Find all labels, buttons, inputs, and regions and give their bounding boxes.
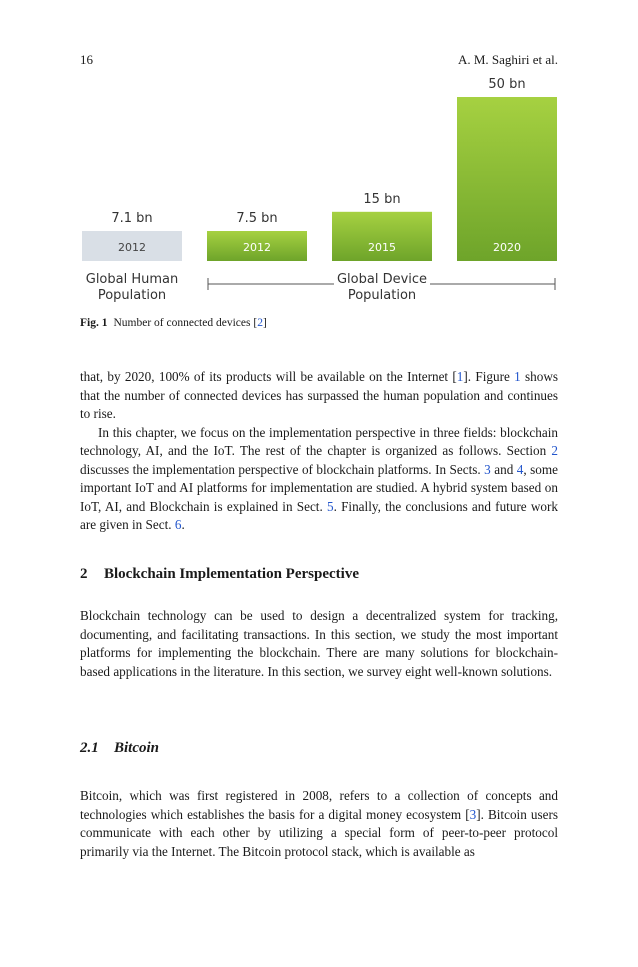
connected-devices-chart [75, 72, 565, 312]
citation-link[interactable]: 3 [469, 806, 477, 822]
text-run: , some important IoT and AI platforms for implementation are studied. A hybrid system based on IoT, AI, and Blockchain is explained in Sect. [80, 461, 558, 514]
intro-text [80, 368, 558, 535]
text-run: Bitcoin, which was first registered in 2008, refers to a collection of concepts and technologies which establishes the basis for a digital money ecosystem [ [80, 788, 558, 822]
paragraph [80, 368, 558, 424]
bar-3 [457, 97, 557, 261]
bar-category-label: 2012 [118, 241, 146, 254]
section-title: Blockchain Implementation Perspective [104, 566, 359, 582]
section-number: 2 [80, 566, 88, 582]
bar-category-label: 2012 [243, 241, 271, 254]
text-run: discusses the implementation perspective of blockchain platforms. In Sects. [80, 461, 485, 477]
section-2-text [80, 607, 558, 681]
group-label-line1: Global Human [85, 272, 179, 287]
running-head: A. M. Saghiri et al. [457, 52, 558, 67]
section-heading [80, 566, 359, 583]
section-link[interactable]: 5 [326, 498, 334, 514]
bar-category-label: 2015 [368, 241, 396, 254]
section-link[interactable]: 3 [484, 461, 491, 477]
text-run: that, by 2020, 100% of its products will be available on the Internet [ [80, 369, 457, 384]
citation-link[interactable]: 2 [257, 317, 263, 329]
chart-svg [75, 72, 565, 312]
text-run: . Finally, the conclusions and future work are given in Sect. [80, 498, 558, 532]
section-link[interactable]: 6 [174, 517, 182, 532]
figure-link[interactable]: 1 [514, 369, 521, 384]
figure-label: Fig. 1 [80, 317, 108, 329]
figure-caption-text: Number of connected devices [ [113, 317, 258, 329]
text-run: ]. Bitcoin users communicate with each other by utilizing a special form of peer-to-peer protocol primarily via the Internet. The Bitcoin protocol stack, which is available as [80, 806, 558, 859]
text-run: and [490, 461, 517, 477]
text-run: In this chapter, we focus on the implementation perspective in three fields: blockchain technology, AI, and the IoT. The rest of the chapter is organized as follows. Section [80, 424, 558, 458]
paragraph [80, 787, 558, 861]
subsection-heading [80, 740, 159, 757]
paragraph [80, 424, 558, 535]
group-label-line2: Population [97, 288, 167, 303]
citation-link[interactable]: 1 [456, 369, 464, 384]
bar-category-label: 2020 [493, 241, 521, 254]
text-run: shows that the number of connected devices has surpassed the human population and continues to rise. [80, 369, 558, 421]
bar-value-label: 7.5 bn [236, 211, 278, 226]
paragraph: Blockchain technology can be used to design a decentralized system for tracking, documenting, and facilitating transactions. In this section, we study the most important platforms for implementing the blockchain. There are many solutions for blockchain-based applications in the literature. In this section, we survey eight well-known solutions. [80, 608, 558, 679]
group-label-line2: Population [347, 288, 417, 303]
section-link[interactable]: 2 [551, 443, 558, 458]
subsection-title: Bitcoin [114, 740, 160, 756]
figure-caption-close: ] [262, 317, 267, 329]
page-number: 16 [80, 52, 93, 67]
bar-value-label: 50 bn [488, 77, 526, 92]
figure-caption [80, 317, 267, 329]
section-link[interactable]: 4 [516, 461, 524, 477]
text-run: ]. Figure [463, 369, 515, 384]
bitcoin-text [80, 787, 558, 861]
bar-value-label: 7.1 bn [111, 211, 153, 226]
group-label-line1: Global Device [336, 272, 428, 287]
bar-value-label: 15 bn [363, 191, 401, 207]
subsection-number: 2.1 [80, 740, 99, 756]
text-run: . [181, 517, 185, 532]
